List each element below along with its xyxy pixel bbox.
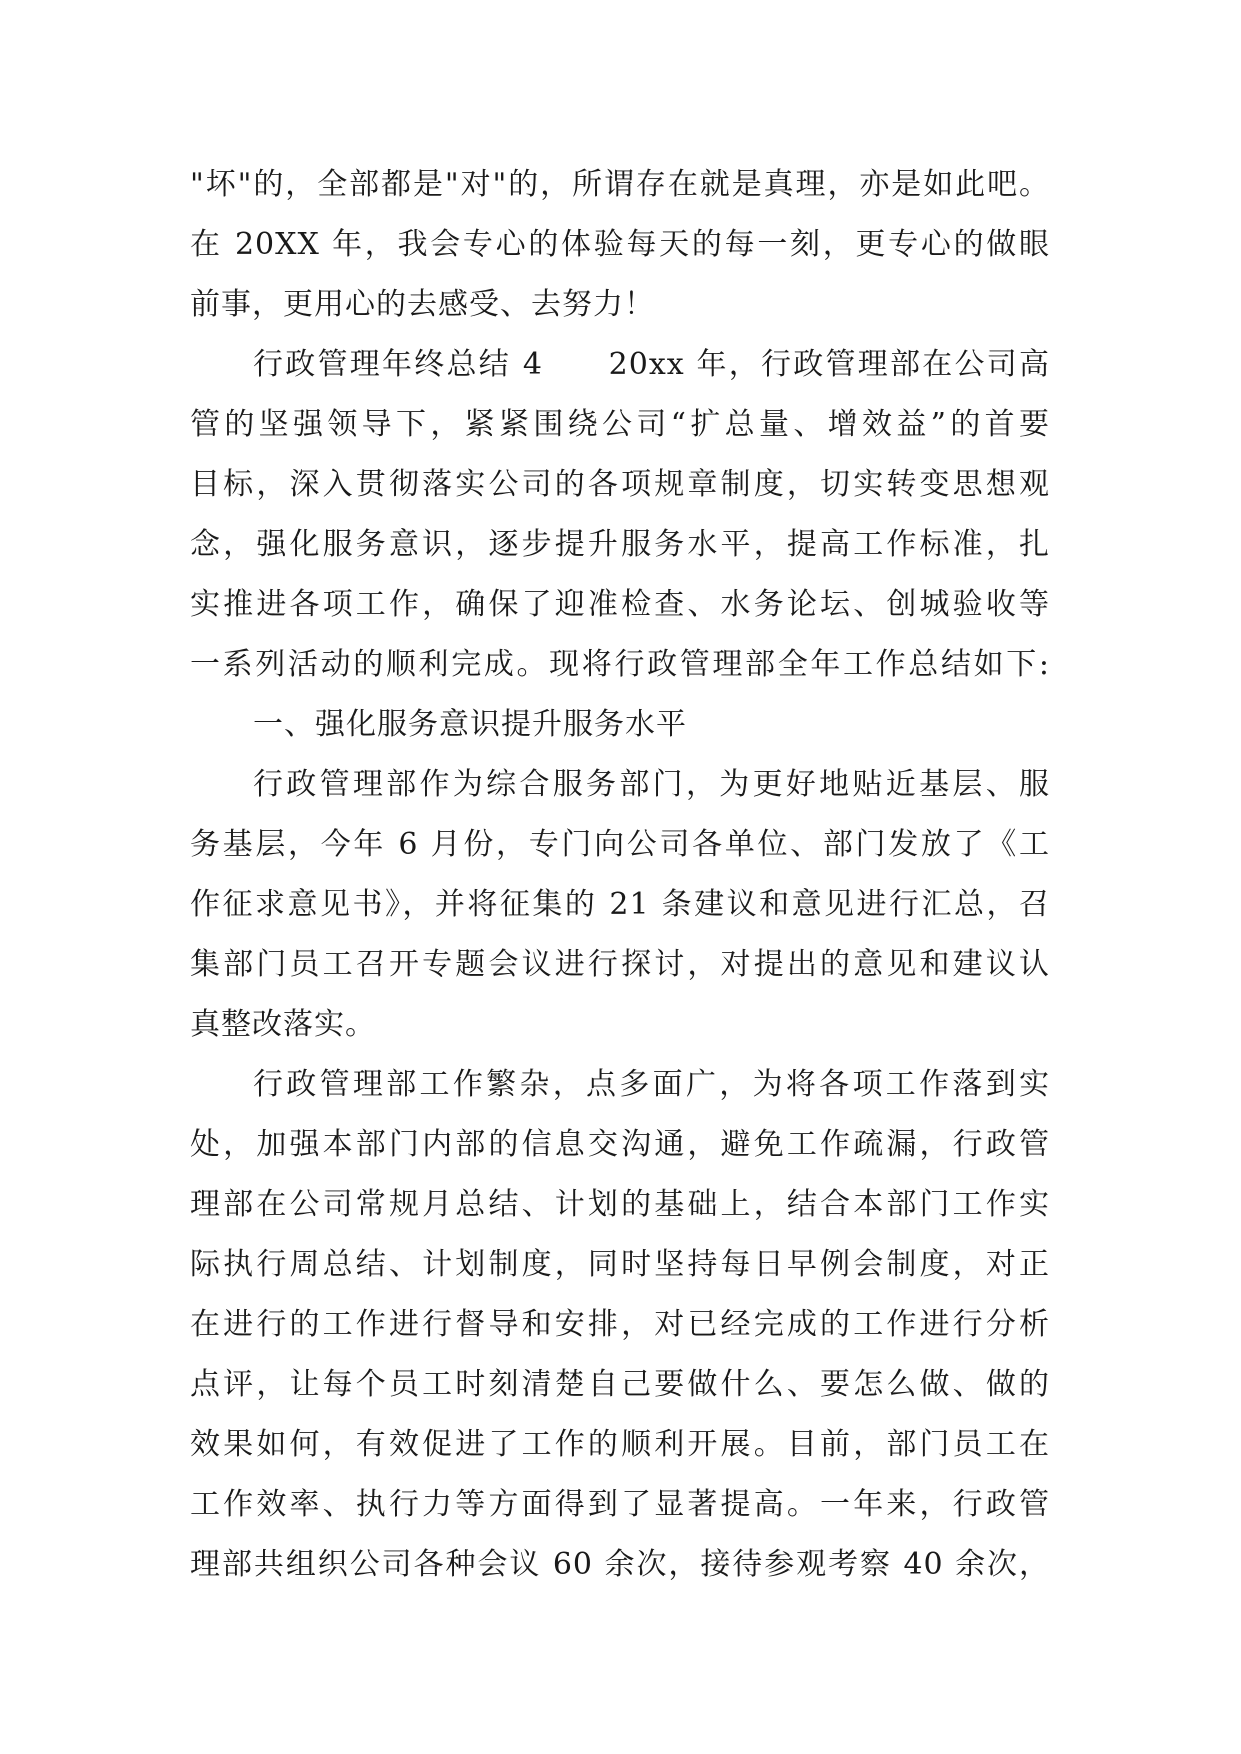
text-line: 集部门员工召开专题会议进行探讨，对提出的意见和建议认 bbox=[190, 947, 1050, 982]
section-heading: 一、强化服务意识提升服务水平 bbox=[253, 707, 687, 742]
text-line: 工作效率、执行力等方面得到了显著提高。一年来，行政管 bbox=[190, 1487, 1050, 1522]
text-line: 点评，让每个员工时刻清楚自己要做什么、要怎么做、做的 bbox=[190, 1367, 1050, 1402]
text-line: 实推进各项工作，确保了迎准检查、水务论坛、创城验收等 bbox=[190, 587, 1050, 622]
text-line: 念，强化服务意识，逐步提升服务水平，提高工作标准，扎 bbox=[190, 527, 1050, 562]
text-line: 际执行周总结、计划制度，同时坚持每日早例会制度，对正 bbox=[190, 1247, 1050, 1282]
text-line: 真整改落实。 bbox=[190, 1007, 376, 1042]
text-line: 目标，深入贯彻落实公司的各项规章制度，切实转变思想观 bbox=[190, 467, 1050, 502]
text-line: 效果如何，有效促进了工作的顺利开展。目前，部门员工在 bbox=[190, 1427, 1050, 1462]
text-line: "坏"的，全部都是"对"的，所谓存在就是真理，亦是如此吧。 bbox=[190, 167, 1050, 202]
text-line: 处，加强本部门内部的信息交沟通，避免工作疏漏，行政管 bbox=[190, 1127, 1050, 1162]
text-line: 理部在公司常规月总结、计划的基础上，结合本部门工作实 bbox=[190, 1187, 1050, 1222]
text-line: 一系列活动的顺利完成。现将行政管理部全年工作总结如下: bbox=[190, 647, 1050, 682]
text-line: 作征求意见书》，并将征集的 21 条建议和意见进行汇总，召 bbox=[190, 887, 1050, 922]
document-body bbox=[190, 155, 1050, 1595]
text-line: 在进行的工作进行督导和安排，对已经完成的工作进行分析 bbox=[190, 1307, 1050, 1342]
text-line: 管的坚强领导下，紧紧围绕公司“扩总量、增效益”的首要 bbox=[190, 407, 1050, 442]
text-line: 务基层，今年 6 月份，专门向公司各单位、部门发放了《工 bbox=[190, 827, 1050, 862]
text-line: 理部共组织公司各种会议 60 余次，接待参观考察 40 余次， bbox=[190, 1547, 1050, 1582]
text-line: 行政管理部作为综合服务部门，为更好地贴近基层、服 bbox=[253, 767, 1050, 802]
paragraph-heading-line: 行政管理年终总结 4 20xx 年，行政管理部在公司高 bbox=[253, 347, 1050, 382]
text-line: 行政管理部工作繁杂，点多面广，为将各项工作落到实 bbox=[253, 1067, 1050, 1102]
text-line: 在 20XX 年，我会专心的体验每天的每一刻，更专心的做眼 bbox=[190, 227, 1050, 262]
text-line: 前事，更用心的去感受、去努力！ bbox=[190, 287, 655, 322]
